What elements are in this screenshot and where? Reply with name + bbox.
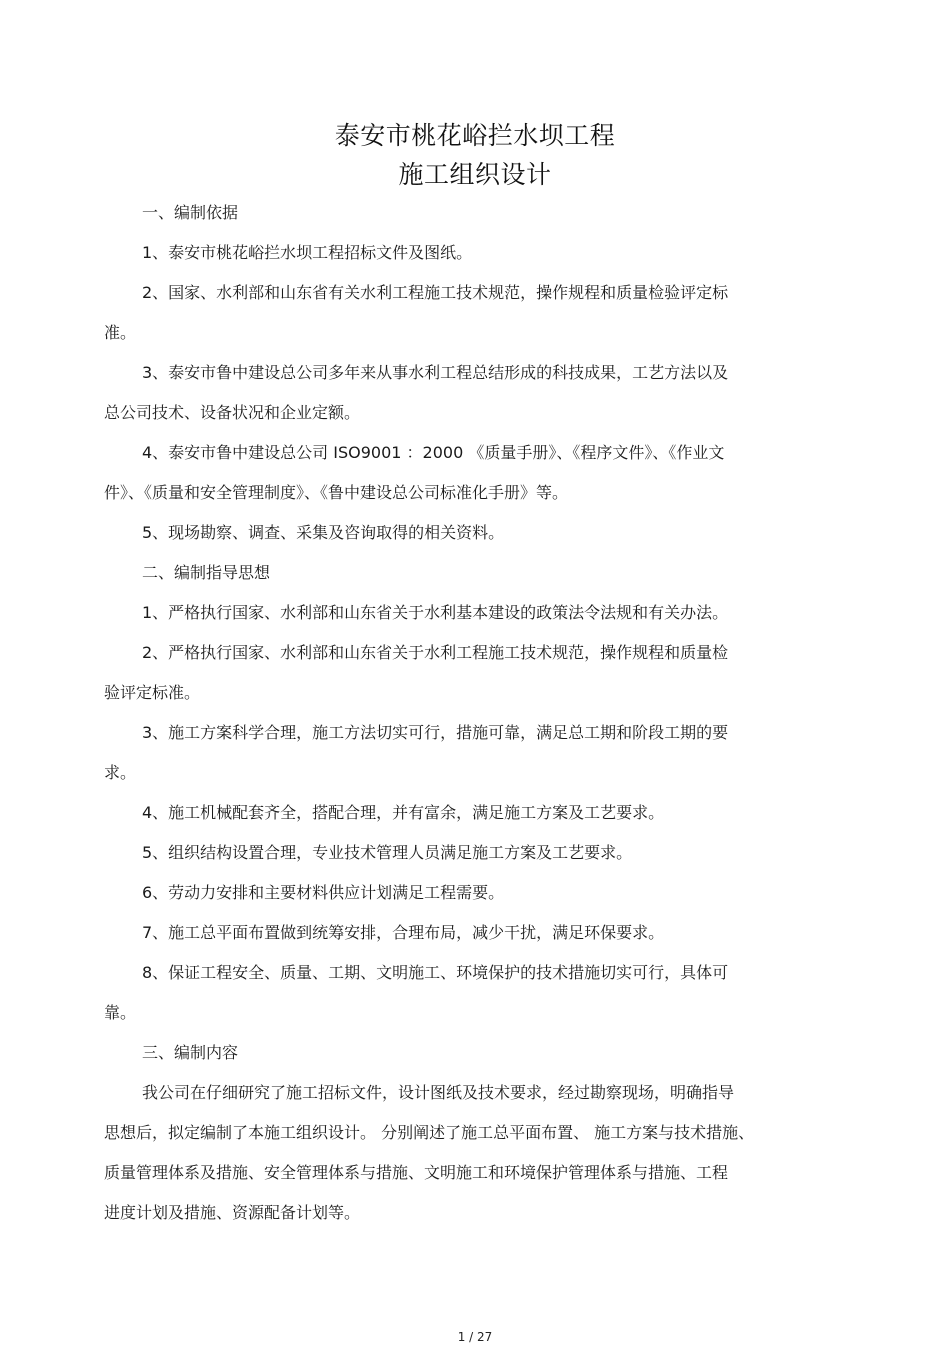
- section-heading: 二、编制指导思想: [142, 563, 271, 582]
- paragraph-line: 3、施工方案科学合理，施工方法切实可行，措施可靠，满足总工期和阶段工期的要: [142, 723, 729, 742]
- paragraph-line: 4、施工机械配套齐全，搭配合理，并有富余，满足施工方案及工艺要求。: [142, 803, 665, 822]
- paragraph-line: 验评定标准。: [104, 683, 201, 702]
- paragraph-line: 准。: [104, 323, 137, 342]
- paragraph-line: 求。: [104, 763, 137, 782]
- paragraph-line: 总公司技术、设备状况和企业定额。: [104, 403, 361, 422]
- paragraph-line: 8、保证工程安全、质量、工期、文明施工、环境保护的技术措施切实可行，具体可: [142, 963, 729, 982]
- paragraph-line: 进度计划及措施、资源配备计划等。: [104, 1203, 361, 1222]
- paragraph-line: 1、泰安市桃花峪拦水坝工程招标文件及图纸。: [142, 243, 473, 262]
- paragraph-line: 3、泰安市鲁中建设总公司多年来从事水利工程总结形成的科技成果，工艺方法以及: [142, 363, 729, 382]
- paragraph-line: 件》、《质量和安全管理制度》、《鲁中建设总公司标准化手册》等。: [104, 483, 569, 502]
- paragraph-line: 4、泰安市鲁中建设总公司 ISO9001 ：2000 《质量手册》、《程序文件》、《作业文: [142, 443, 725, 462]
- paragraph-line: 思想后，拟定编制了本施工组织设计。 分别阐述了施工总平面布置、 施工方案与技术措施、: [104, 1123, 755, 1142]
- paragraph-line: 质量管理体系及措施、安全管理体系与措施、文明施工和环境保护管理体系与措施、工程: [104, 1163, 729, 1182]
- paragraph-line: 7、施工总平面布置做到统筹安排，合理布局，减少干扰，满足环保要求。: [142, 923, 665, 942]
- paragraph-line: 1、严格执行国家、水利部和山东省关于水利基本建设的政策法令法规和有关办法。: [142, 603, 729, 622]
- paragraph-line: 靠。: [104, 1003, 137, 1022]
- paragraph-line: 6、劳动力安排和主要材料供应计划满足工程需要。: [142, 883, 505, 902]
- document-subtitle: 施工组织设计: [398, 160, 552, 189]
- section-heading: 三、编制内容: [142, 1043, 239, 1062]
- paragraph-line: 5、组织结构设置合理，专业技术管理人员满足施工方案及工艺要求。: [142, 843, 633, 862]
- paragraph-line: 2、国家、水利部和山东省有关水利工程施工技术规范，操作规程和质量检验评定标: [142, 283, 729, 302]
- section-heading: 一、编制依据: [142, 203, 239, 222]
- paragraph-line: 5、现场勘察、调查、采集及咨询取得的相关资料。: [142, 523, 505, 542]
- paragraph-line: 2、严格执行国家、水利部和山东省关于水利工程施工技术规范，操作规程和质量检: [142, 643, 729, 662]
- page-number: 1 / 27: [457, 1330, 493, 1344]
- paragraph-line: 我公司在仔细研究了施工招标文件，设计图纸及技术要求，经过勘察现场，明确指导: [142, 1083, 735, 1102]
- document-title: 泰安市桃花峪拦水坝工程: [334, 121, 616, 150]
